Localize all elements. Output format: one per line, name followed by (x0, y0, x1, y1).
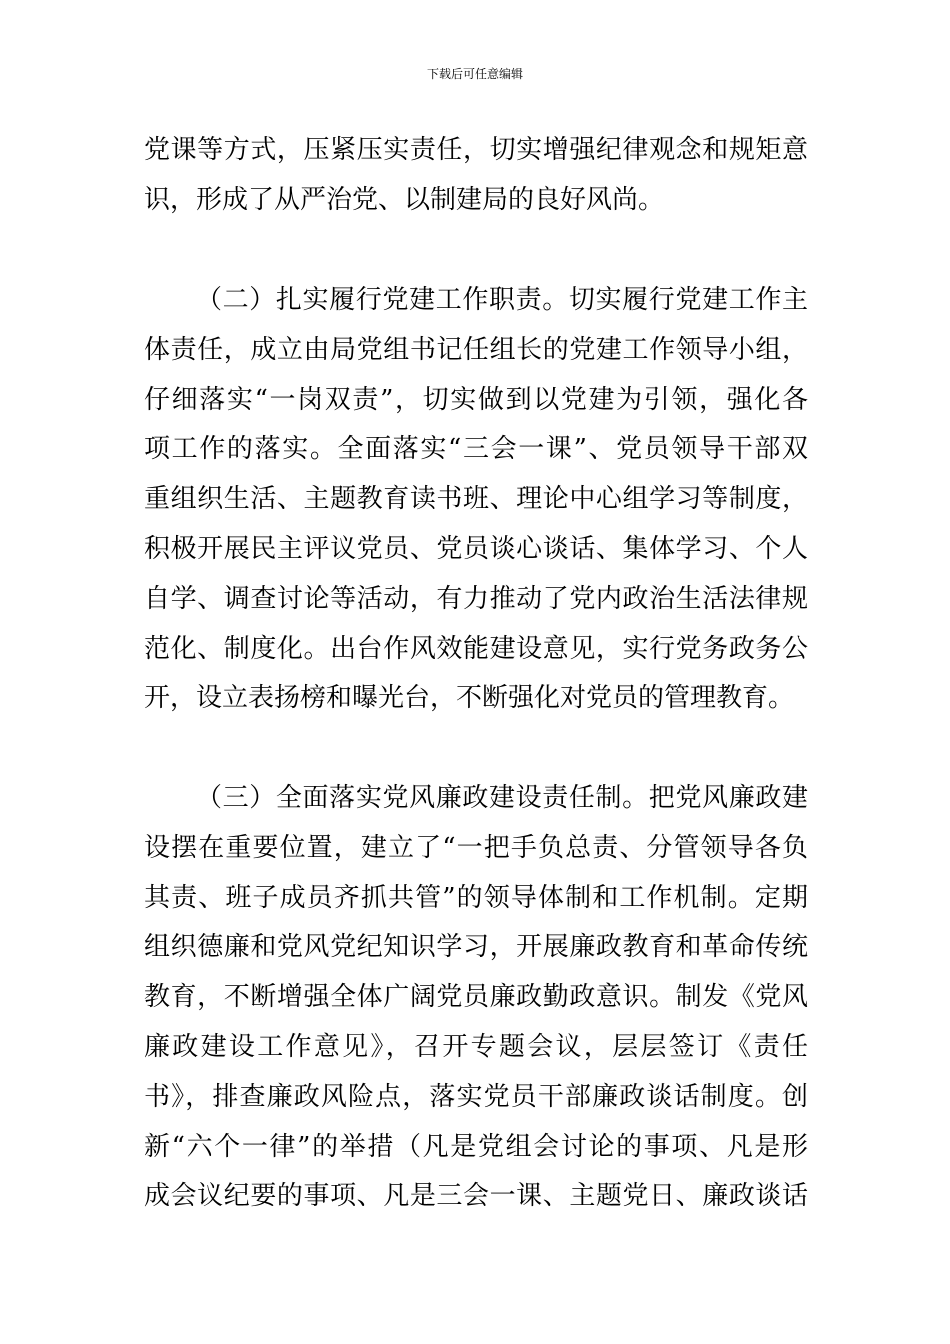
text-line: 识，形成了从严治党、以制建局的良好风尚。 (144, 184, 665, 215)
text-line: （三）全面落实党风廉政建设责任制。把党风廉政建 (196, 783, 808, 813)
text-line: 新“六个一律”的举措（凡是党组会讨论的事项、凡是形 (144, 1131, 808, 1162)
text-line: （二）扎实履行党建工作职责。切实履行党建工作主 (196, 285, 808, 315)
text-line: 其责、班子成员齐抓共管”的领导体制和工作机制。定期 (144, 882, 808, 913)
page-header: 下载后可任意编辑 (426, 67, 523, 81)
text-line: 项工作的落实。全面落实“三会一课”、党员领导干部双 (144, 434, 808, 465)
paragraph-3 (144, 774, 808, 1222)
text-line: 开，设立表扬榜和曝光台，不断强化对党员的管理教育。 (144, 683, 795, 714)
text-line: 教育，不断增强全体广阔党员廉政勤政意识。制发《党风 (144, 982, 808, 1013)
text-line: 设摆在重要位置，建立了“一把手负总责、分管领导各负 (144, 832, 808, 863)
text-line: 体责任，成立由局党组书记任组长的党建工作领导小组， (144, 334, 808, 365)
text-line: 书》，排查廉政风险点，落实党员干部廉政谈话制度。创 (144, 1081, 808, 1112)
text-line: 重组织生活、主题教育读书班、理论中心组学习等制度， (144, 484, 808, 515)
text-line: 仔细落实“一岗双责”，切实做到以党建为引领，强化各 (144, 384, 808, 415)
text-line: 成会议纪要的事项、凡是三会一课、主题党日、廉政谈话 (144, 1181, 808, 1212)
paragraph-2 (144, 276, 808, 724)
text-line: 廉政建设工作意见》，召开专题会议，层层签订《责任 (144, 1031, 808, 1062)
text-line: 范化、制度化。出台作风效能建设意见，实行党务政务公 (144, 633, 808, 664)
text-line: 组织德廉和党风党纪知识学习，开展廉政教育和革命传统 (144, 932, 808, 963)
text-line: 积极开展民主评议党员、党员谈心谈话、集体学习、个人 (144, 533, 808, 564)
text-line: 党课等方式，压紧压实责任，切实增强纪律观念和规矩意 (144, 135, 808, 165)
text-line: 自学、调查讨论等活动，有力推动了党内政治生活法律规 (144, 583, 808, 614)
paragraph-1 (144, 126, 808, 226)
